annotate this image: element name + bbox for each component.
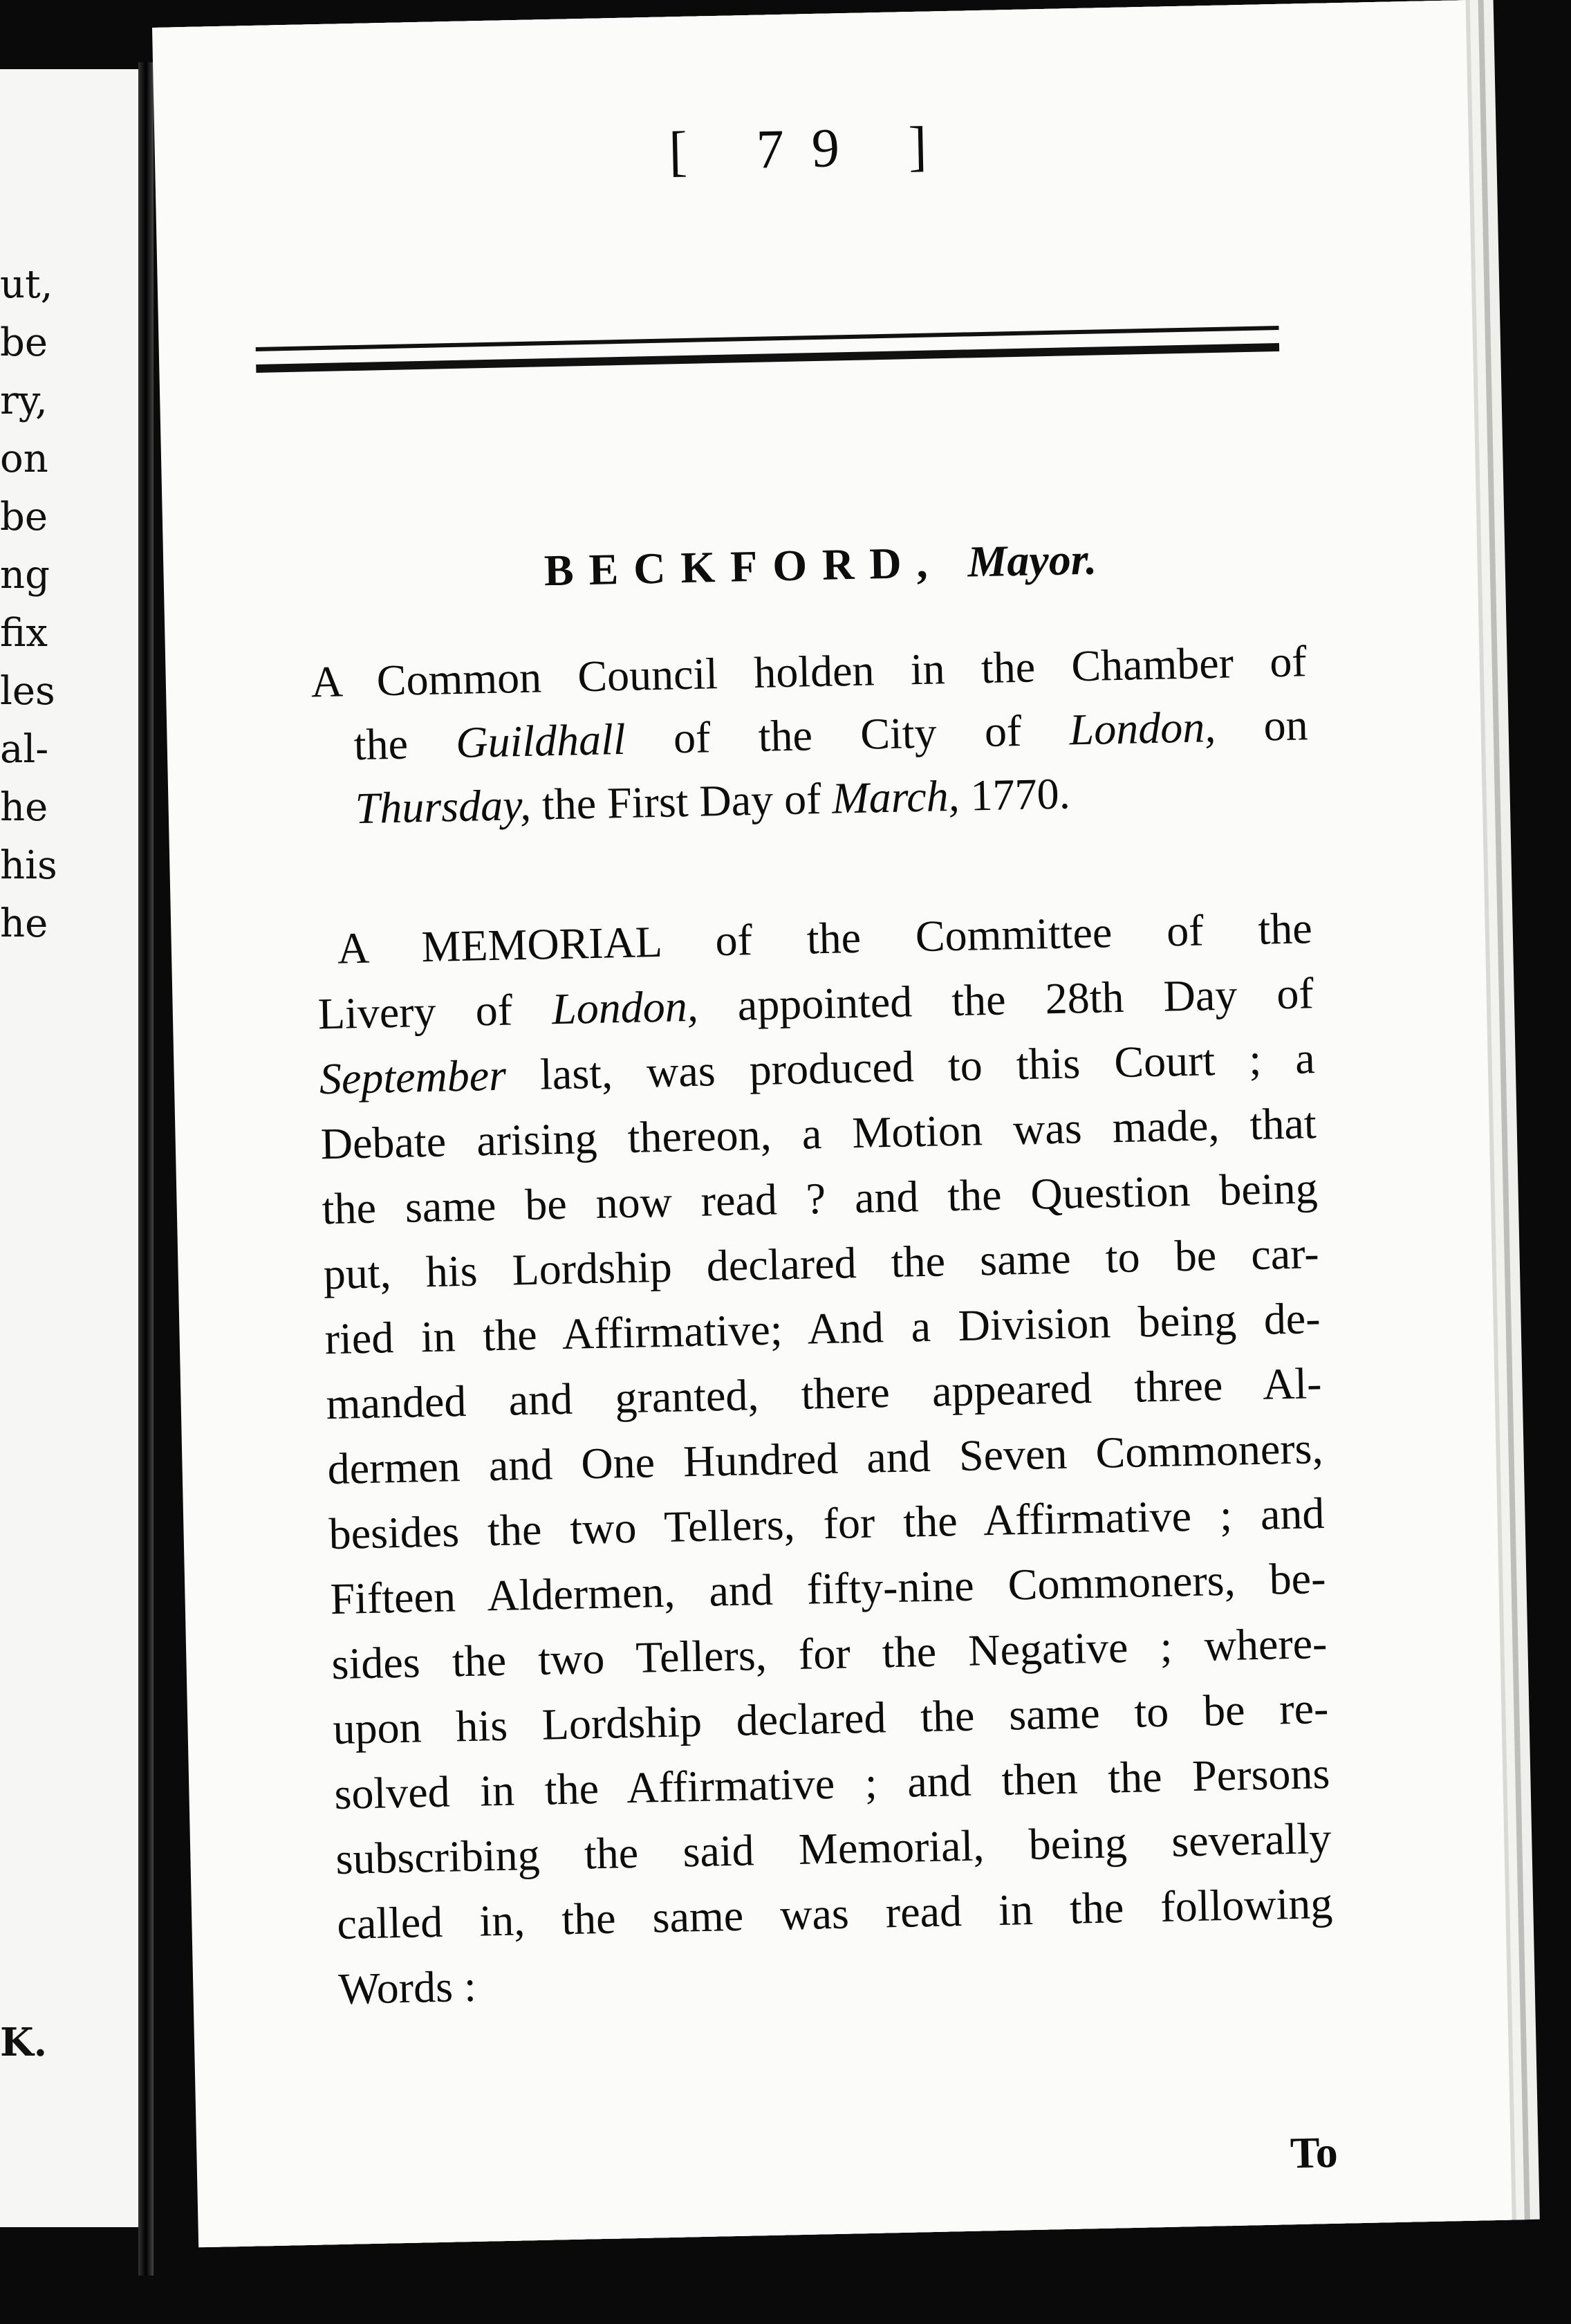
previous-page-line-endings <box>0 256 57 953</box>
text-line: subscribing the said Memorial, being severally <box>335 1813 1332 1884</box>
line-ending: he <box>0 901 48 946</box>
text-line: called in, the same was read in the following <box>336 1878 1333 1948</box>
book-page <box>152 0 1512 2247</box>
heading-name: BECKFORD, <box>543 537 944 596</box>
text-line: dermen and One Hundred and Seven Commoners, <box>326 1423 1324 1494</box>
previous-page-edge <box>0 69 149 2227</box>
council-intro-paragraph <box>310 629 1310 841</box>
page-number: [ 79 ] <box>668 115 956 183</box>
heading-title: Mayor. <box>967 534 1097 587</box>
text-line: sides the two Tellers, for the Negative ; where- <box>331 1618 1328 1689</box>
line-ending: be <box>0 320 48 365</box>
text-line: the same be now read ? and the Question being <box>322 1163 1319 1234</box>
line-ending: be <box>0 495 48 540</box>
text-line: Fifteen Aldermen, and fifty-nine Commoners, be- <box>329 1553 1327 1624</box>
catchword: To <box>1290 2127 1339 2178</box>
text-line: A MEMORIAL of the Committee of the <box>337 903 1313 973</box>
text-line: solved in the Affirmative ; and then the Persons <box>333 1748 1330 1819</box>
memorial-paragraph <box>316 896 1335 2022</box>
book-gutter <box>138 62 154 2276</box>
line-ending: ut, <box>0 262 53 307</box>
line-ending: he <box>0 785 48 830</box>
text-line: manded and granted, there appeared three Al- <box>325 1358 1323 1429</box>
text-line: besides the two Tellers, for the Affirmative ; and <box>328 1488 1326 1559</box>
mayor-heading <box>163 526 1478 605</box>
text-line: Livery of London, appointed the 28th Day of <box>317 968 1314 1039</box>
text-line: upon his Lordship declared the same to be re- <box>332 1683 1329 1754</box>
text-line: Thursday, the First Day of March, 1770. <box>354 768 1071 833</box>
line-ending: ng <box>0 553 50 598</box>
line-ending: on <box>0 436 48 481</box>
text-line: September last, was produced to this Court ; a <box>319 1033 1316 1104</box>
text-line: Words : <box>337 1961 477 2013</box>
text-line: ried in the Affirmative; And a Division being de- <box>324 1293 1321 1364</box>
text-line: Debate arising thereon, a Motion was made, that <box>320 1098 1317 1169</box>
text-line: the Guildhall of the City of London, on <box>353 700 1309 770</box>
previous-page-catchword: K. <box>0 2020 48 2065</box>
line-ending: ry, <box>0 378 48 423</box>
line-ending: fix <box>0 611 48 656</box>
line-ending: les <box>0 669 55 714</box>
line-ending: al- <box>0 727 49 772</box>
line-ending: his <box>0 843 57 888</box>
text-line: put, his Lordship declared the same to be car- <box>323 1228 1320 1299</box>
text-line: A Common Council holden in the Chamber of <box>310 636 1308 707</box>
